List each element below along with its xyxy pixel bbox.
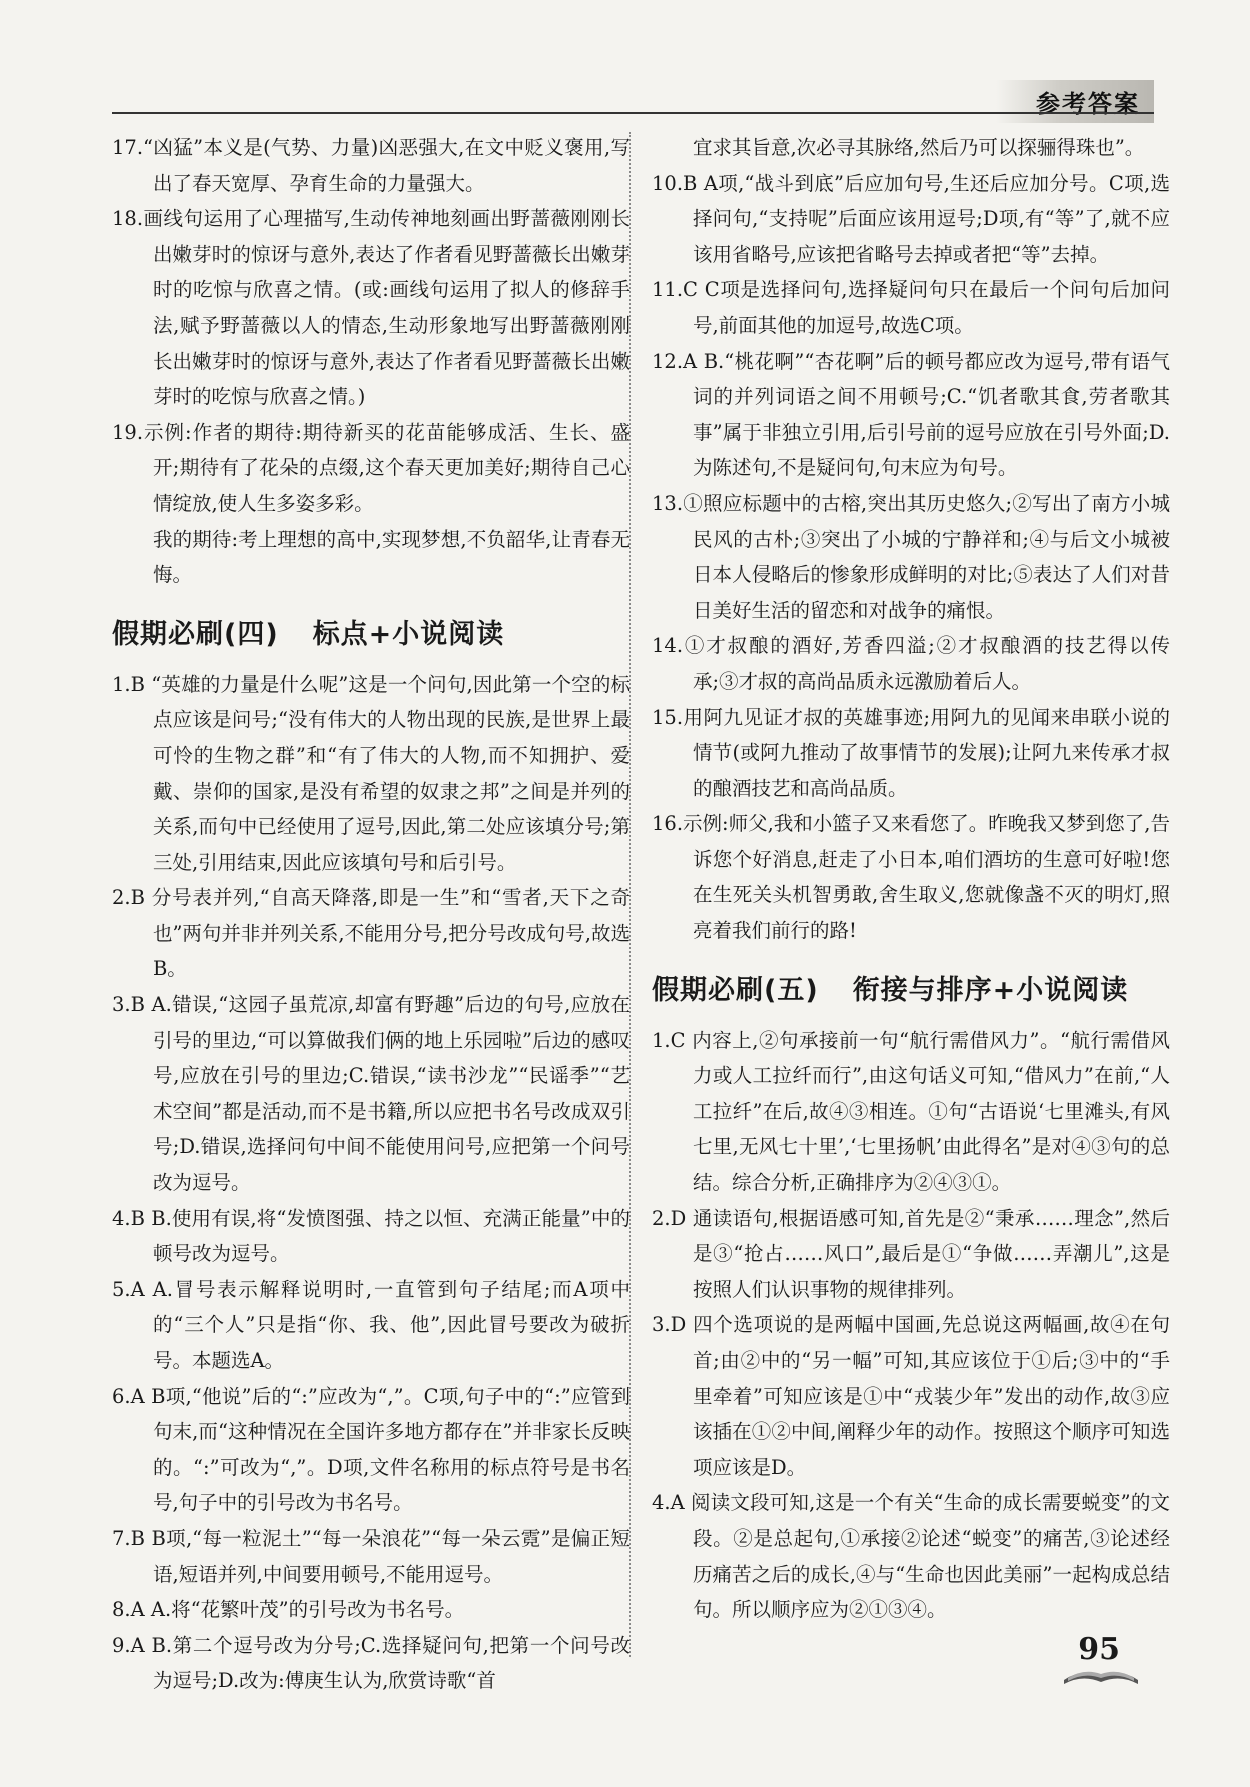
left-column [112,130,630,1699]
section-title-4 [112,615,630,655]
answer-item: 5.A A.冒号表示解释说明时,一直管到句子结尾;而A项中的“三个人”只是指“你、我、他”,因此冒号要改为破折号。本题选A。 [112,1277,630,1372]
page-number: 95 [1078,1632,1120,1667]
answer-item: 4.A 阅读文段可知,这是一个有关“生命的成长需要蜕变”的文段。②是总起句,①承接②论述“蜕变”的痛苦,③论述经历痛苦之后的成长,④与“生命也因此美丽”一起构成总结句。所以顺序应为②①③④。 [652,1491,1170,1622]
answer-item: 16.示例:师父,我和小篮子又来看您了。昨晚我又梦到您了,告诉您个好消息,赶走了小日本,咱们酒坊的生意可好啦!您在生死关头机智勇敢,舍生取义,您就像盏不灭的明灯,照亮着我们前行的路! [652,812,1170,943]
answer-item: 14.①才叔酿的酒好,芳香四溢;②才叔酿酒的技艺得以传承;③才叔的高尚品质永远激励着后人。 [652,634,1170,693]
header-tag: 参考答案 [996,80,1154,123]
open-book-icon [1062,1660,1140,1690]
answer-item: 6.A B项,“他说”后的“:”应改为“,”。C项,句子中的“:”应管到句末,而“这种情况在全国许多地方都存在”并非家长反映的。“:”可改为“,”。D项,文件名称用的标点符号是书名号,句子中的引号改为书名号。 [112,1384,630,1515]
section-title-5 [652,971,1170,1011]
answer-item: 2.B 分号表并列,“自高天降落,即是一生”和“雪者,天下之奇也”两句并非并列关系,不能用分号,把分号改成句号,故选B。 [112,886,631,981]
answer-item: 11.C C项是选择问句,选择疑问句只在最后一个问句后加问号,前面其他的加逗号,故选C项。 [652,278,1170,337]
section-title-part: 假期必刷(五) [652,974,819,1006]
section-title-part: 假期必刷(四) [112,618,279,650]
section-title-part: 衔接与排序+小说阅读 [852,974,1129,1006]
right-column [652,130,1170,1628]
header-rule [112,112,1154,114]
answer-item: 13.①照应标题中的古榕,突出其历史悠久;②写出了南方小城民风的古朴;③突出了小城的宁静祥和;④与后文小城被日本人侵略后的惨象形成鲜明的对比;⑤表达了人们对昔日美好生活的留恋和对战争的痛恨。 [652,491,1170,622]
answer-item: 15.用阿九见证才叔的英雄事迹;用阿九的见闻来串联小说的情节(或阿九推动了故事情节的发展);让阿九来传承才叔的酿酒技艺和高尚品质。 [652,705,1170,800]
answer-item: 1.B “英雄的力量是什么呢”这是一个问句,因此第一个空的标点应该是问号;“没有伟大的人物出现的民族,是世界上最可怜的生物之群”和“有了伟大的人物,而不知拥护、爱戴、崇仰的国家,是没有希望的奴隶之邦”之间是并列的关系,而句中已经使用了逗号,因此,第二处应该填分号;第三处,引用结束,因此应该填句号和后引号。 [112,672,630,874]
answer-continuation: 我的期待:考上理想的高中,实现梦想,不负韶华,让青春无悔。 [152,527,630,587]
answer-item: 19.示例:作者的期待:期待新买的花苗能够成活、生长、盛开;期待有了花朵的点缀,这个春天更加美好;期待自己心情绽放,使人生多姿多彩。 [112,420,630,515]
answer-item: 18.画线句运用了心理描写,生动传神地刻画出野蔷薇刚刚长出嫩芽时的惊讶与意外,表达了作者看见野蔷薇长出嫩芽时的吃惊与欣喜之情。(或:画线句运用了拟人的修辞手法,赋予野蔷薇以人的情态,生动形象地写出野蔷薇刚刚长出嫩芽时的惊讶与意外,表达了作者看见野蔷薇长出嫩芽时的吃惊与欣喜之情。) [112,207,630,409]
answer-item: 10.B A项,“战斗到底”后应加句号,生还后应加分号。C项,选择问句,“支持呢”后面应该用逗号;D项,有“等”了,就不应该用省略号,应该把省略号去掉或者把“等”去掉。 [652,171,1170,266]
answer-item: 8.A A.将“花繁叶茂”的引号改为书名号。 [112,1598,465,1622]
answer-item: 4.B B.使用有误,将“发愤图强、持之以恒、充满正能量”中的顿号改为逗号。 [112,1206,630,1266]
answer-item: 9.A B.第二个逗号改为分号;C.选择疑问句,把第一个问号改为逗号;D.改为:傅庚生认为,欣赏诗歌“首 [112,1633,630,1693]
section-title-part: 标点+小说阅读 [312,618,505,650]
answer-item: 17.“凶猛”本义是(气势、力量)凶恶强大,在文中贬义褒用,写出了春天宽厚、孕育生命的力量强大。 [112,136,630,195]
answer-item: 3.B A.错误,“这园子虽荒凉,却富有野趣”后边的句号,应放在引号的里边,“可以算做我们俩的地上乐园啦”后边的感叹号,应放在引号的里边;C.错误,“读书沙龙”“民谣季”“艺术空间”都是活动,而不是书籍,所以应把书名号改成双引号;D.错误,选择问句中间不能使用问号,应把第一个问号改为逗号。 [112,993,630,1195]
answer-item: 3.D 四个选项说的是两幅中国画,先总说这两幅画,故④在句首;由②中的“另一幅”可知,其应该位于①后;③中的“手里牵着”可知应该是①中“戎装少年”发出的动作,故③应该插在①②中间,阐释少年的动作。按照这个顺序可知选项应该是D。 [652,1313,1170,1479]
answer-item: 2.D 通读语句,根据语感可知,首先是②“秉承……理念”,然后是③“抢占……风口”,最后是①“争做……弄潮儿”,这是按照人们认识事物的规律排列。 [652,1206,1170,1301]
answer-item: 1.C 内容上,②句承接前一句“航行需借风力”。“航行需借风力或人工拉纤而行”,由这句话义可知,“借风力”在前,“人工拉纤”在后,故④③相连。①句“古语说‘七里滩头,有风七里,无风七十里’,‘七里扬帆’由此得名”是对④③句的总结。综合分析,正确排序为②④③①。 [652,1028,1170,1195]
answer-continuation: 宜求其旨意,次必寻其脉络,然后乃可以探骊得珠也”。 [692,136,1145,159]
answer-item: 7.B B项,“每一粒泥土”“每一朵浪花”“每一朵云霓”是偏正短语,短语并列,中间要用顿号,不能用逗号。 [112,1526,630,1586]
answer-item: 12.A B.“桃花啊”“杏花啊”后的顿号都应改为逗号,带有语气词的并列词语之间不用顿号;C.“饥者歌其食,劳者歌其事”属于非独立引用,后引号前的逗号应放在引号外面;D.为陈述句,不是疑问句,句末应为句号。 [652,349,1170,480]
